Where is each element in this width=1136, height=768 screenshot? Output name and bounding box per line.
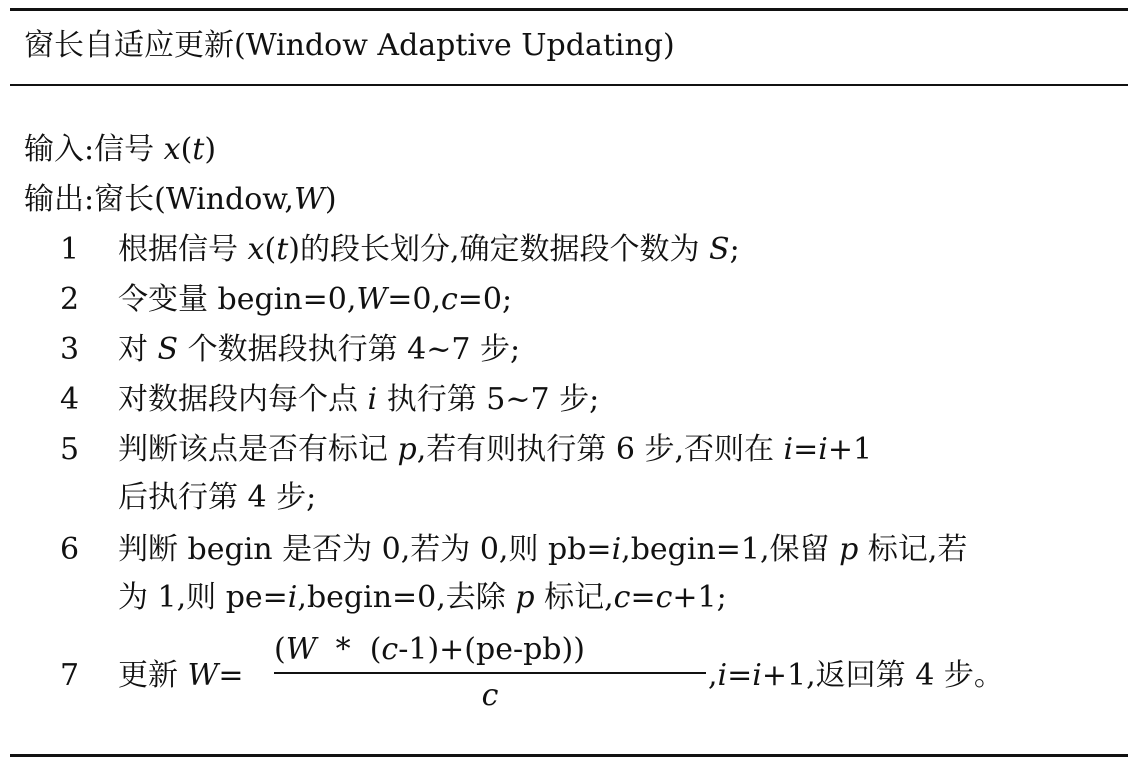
step-6-l2-var-c2: c <box>655 580 673 615</box>
step-6-l2e: +1; <box>672 580 727 615</box>
algorithm-title: 窗长自适应更新(Window Adaptive Updating) <box>24 28 675 63</box>
frac-num-var-w: W <box>285 632 317 667</box>
fraction-bar <box>274 672 706 674</box>
step-7-var-w: W <box>187 658 219 693</box>
step-6-b: ,begin=1,保留 <box>621 532 840 567</box>
input-arg: t <box>192 132 205 167</box>
fraction-denominator: c <box>481 678 499 713</box>
step-6-a: 判断 begin 是否为 0,若为 0,则 pb= <box>118 532 612 567</box>
step-7-var-i: i <box>717 658 728 693</box>
input-label: 输入: <box>24 132 95 167</box>
output-text-a: 窗长(Window, <box>94 182 294 217</box>
header-rule <box>10 84 1128 86</box>
step-1-a: 根据信号 <box>118 232 248 267</box>
step-number: 3 <box>60 332 80 367</box>
step-5-var-p: p <box>397 432 417 467</box>
step-7-b: = <box>218 658 244 693</box>
step-5-line2: 后执行第 4 步; <box>118 480 317 515</box>
step-4-a: 对数据段内每个点 <box>118 382 368 417</box>
step-6-l2b: ,begin=0,去除 <box>297 580 516 615</box>
step-6-l2a: 为 1,则 pe= <box>118 580 288 615</box>
input-text: 信号 <box>94 132 164 167</box>
step-7-e: +1,返回第 4 步。 <box>761 658 1004 693</box>
output-line <box>24 180 337 220</box>
step-4-var-i: i <box>367 382 378 417</box>
step-7-var-i2: i <box>752 658 762 693</box>
frac-num-c: -1)+(pe-pb)) <box>398 632 585 667</box>
step-3-text <box>118 330 520 370</box>
step-1-var-x: x <box>247 232 265 267</box>
frac-num-a: ( <box>274 632 286 667</box>
top-rule <box>10 8 1128 11</box>
step-6-l2-var-i: i <box>287 580 298 615</box>
step-5-a: 判断该点是否有标记 <box>118 432 398 467</box>
step-7-c: , <box>708 658 718 693</box>
step-number: 5 <box>60 432 80 467</box>
input-line <box>24 130 216 170</box>
step-1-var-s: S <box>709 232 730 267</box>
frac-num-var-c: c <box>381 632 399 667</box>
step-2-var-c: c <box>440 282 458 317</box>
step-number: 2 <box>60 282 80 317</box>
output-label: 输出: <box>24 182 95 217</box>
step-7-d: = <box>727 658 753 693</box>
step-2-text <box>118 280 512 320</box>
step-5-d: +1 <box>827 432 873 467</box>
step-5-c: = <box>793 432 819 467</box>
step-1-b: ( <box>264 232 277 267</box>
step-6-l2-var-c: c <box>613 580 631 615</box>
step-4-text <box>118 380 599 420</box>
step-2-b: =0, <box>387 282 441 317</box>
output-var: W <box>293 182 325 217</box>
step-3-var-s: S <box>157 332 179 367</box>
step-5-b: ,若有则执行第 6 步,否则在 <box>416 432 784 467</box>
output-text-b: ) <box>324 182 337 217</box>
step-6-l2d: = <box>630 580 656 615</box>
frac-num-b: * ( <box>316 632 382 667</box>
step-2-var-w: W <box>356 282 388 317</box>
bottom-rule <box>10 754 1128 757</box>
input-paren-open: ( <box>180 132 193 167</box>
step-6-l2-var-p: p <box>515 580 535 615</box>
step-number: 6 <box>60 532 80 567</box>
step-6-text <box>118 530 967 570</box>
input-paren-close: ) <box>204 132 217 167</box>
step-3-a: 对 <box>118 332 158 367</box>
step-number: 7 <box>60 658 80 693</box>
step-6-var-p: p <box>839 532 859 567</box>
step-6-var-i: i <box>611 532 622 567</box>
step-number: 4 <box>60 382 80 417</box>
step-1-text <box>118 230 740 270</box>
step-1-c: )的段长划分,确定数据段个数为 <box>288 232 710 267</box>
fraction-numerator <box>274 632 706 668</box>
step-5-var-i: i <box>783 432 794 467</box>
step-2-a: 令变量 begin=0, <box>118 282 357 317</box>
step-number: 1 <box>60 232 80 267</box>
step-6-l2c: 标记, <box>534 580 614 615</box>
input-var: x <box>163 132 181 167</box>
step-1-var-t: t <box>276 232 289 267</box>
step-7-a: 更新 <box>118 658 188 693</box>
step-4-b: 执行第 5~7 步; <box>377 382 600 417</box>
step-7-prefix <box>118 656 244 696</box>
step-2-c: =0; <box>457 282 513 317</box>
step-5-var-i2: i <box>818 432 828 467</box>
step-3-b: 个数据段执行第 4~7 步; <box>178 332 521 367</box>
step-7-fraction <box>274 632 706 722</box>
step-1-d: ; <box>729 232 740 267</box>
step-6-c: 标记,若 <box>858 532 968 567</box>
step-6-line2 <box>118 578 727 618</box>
step-7-suffix <box>708 656 1004 696</box>
step-5-text <box>118 430 872 470</box>
